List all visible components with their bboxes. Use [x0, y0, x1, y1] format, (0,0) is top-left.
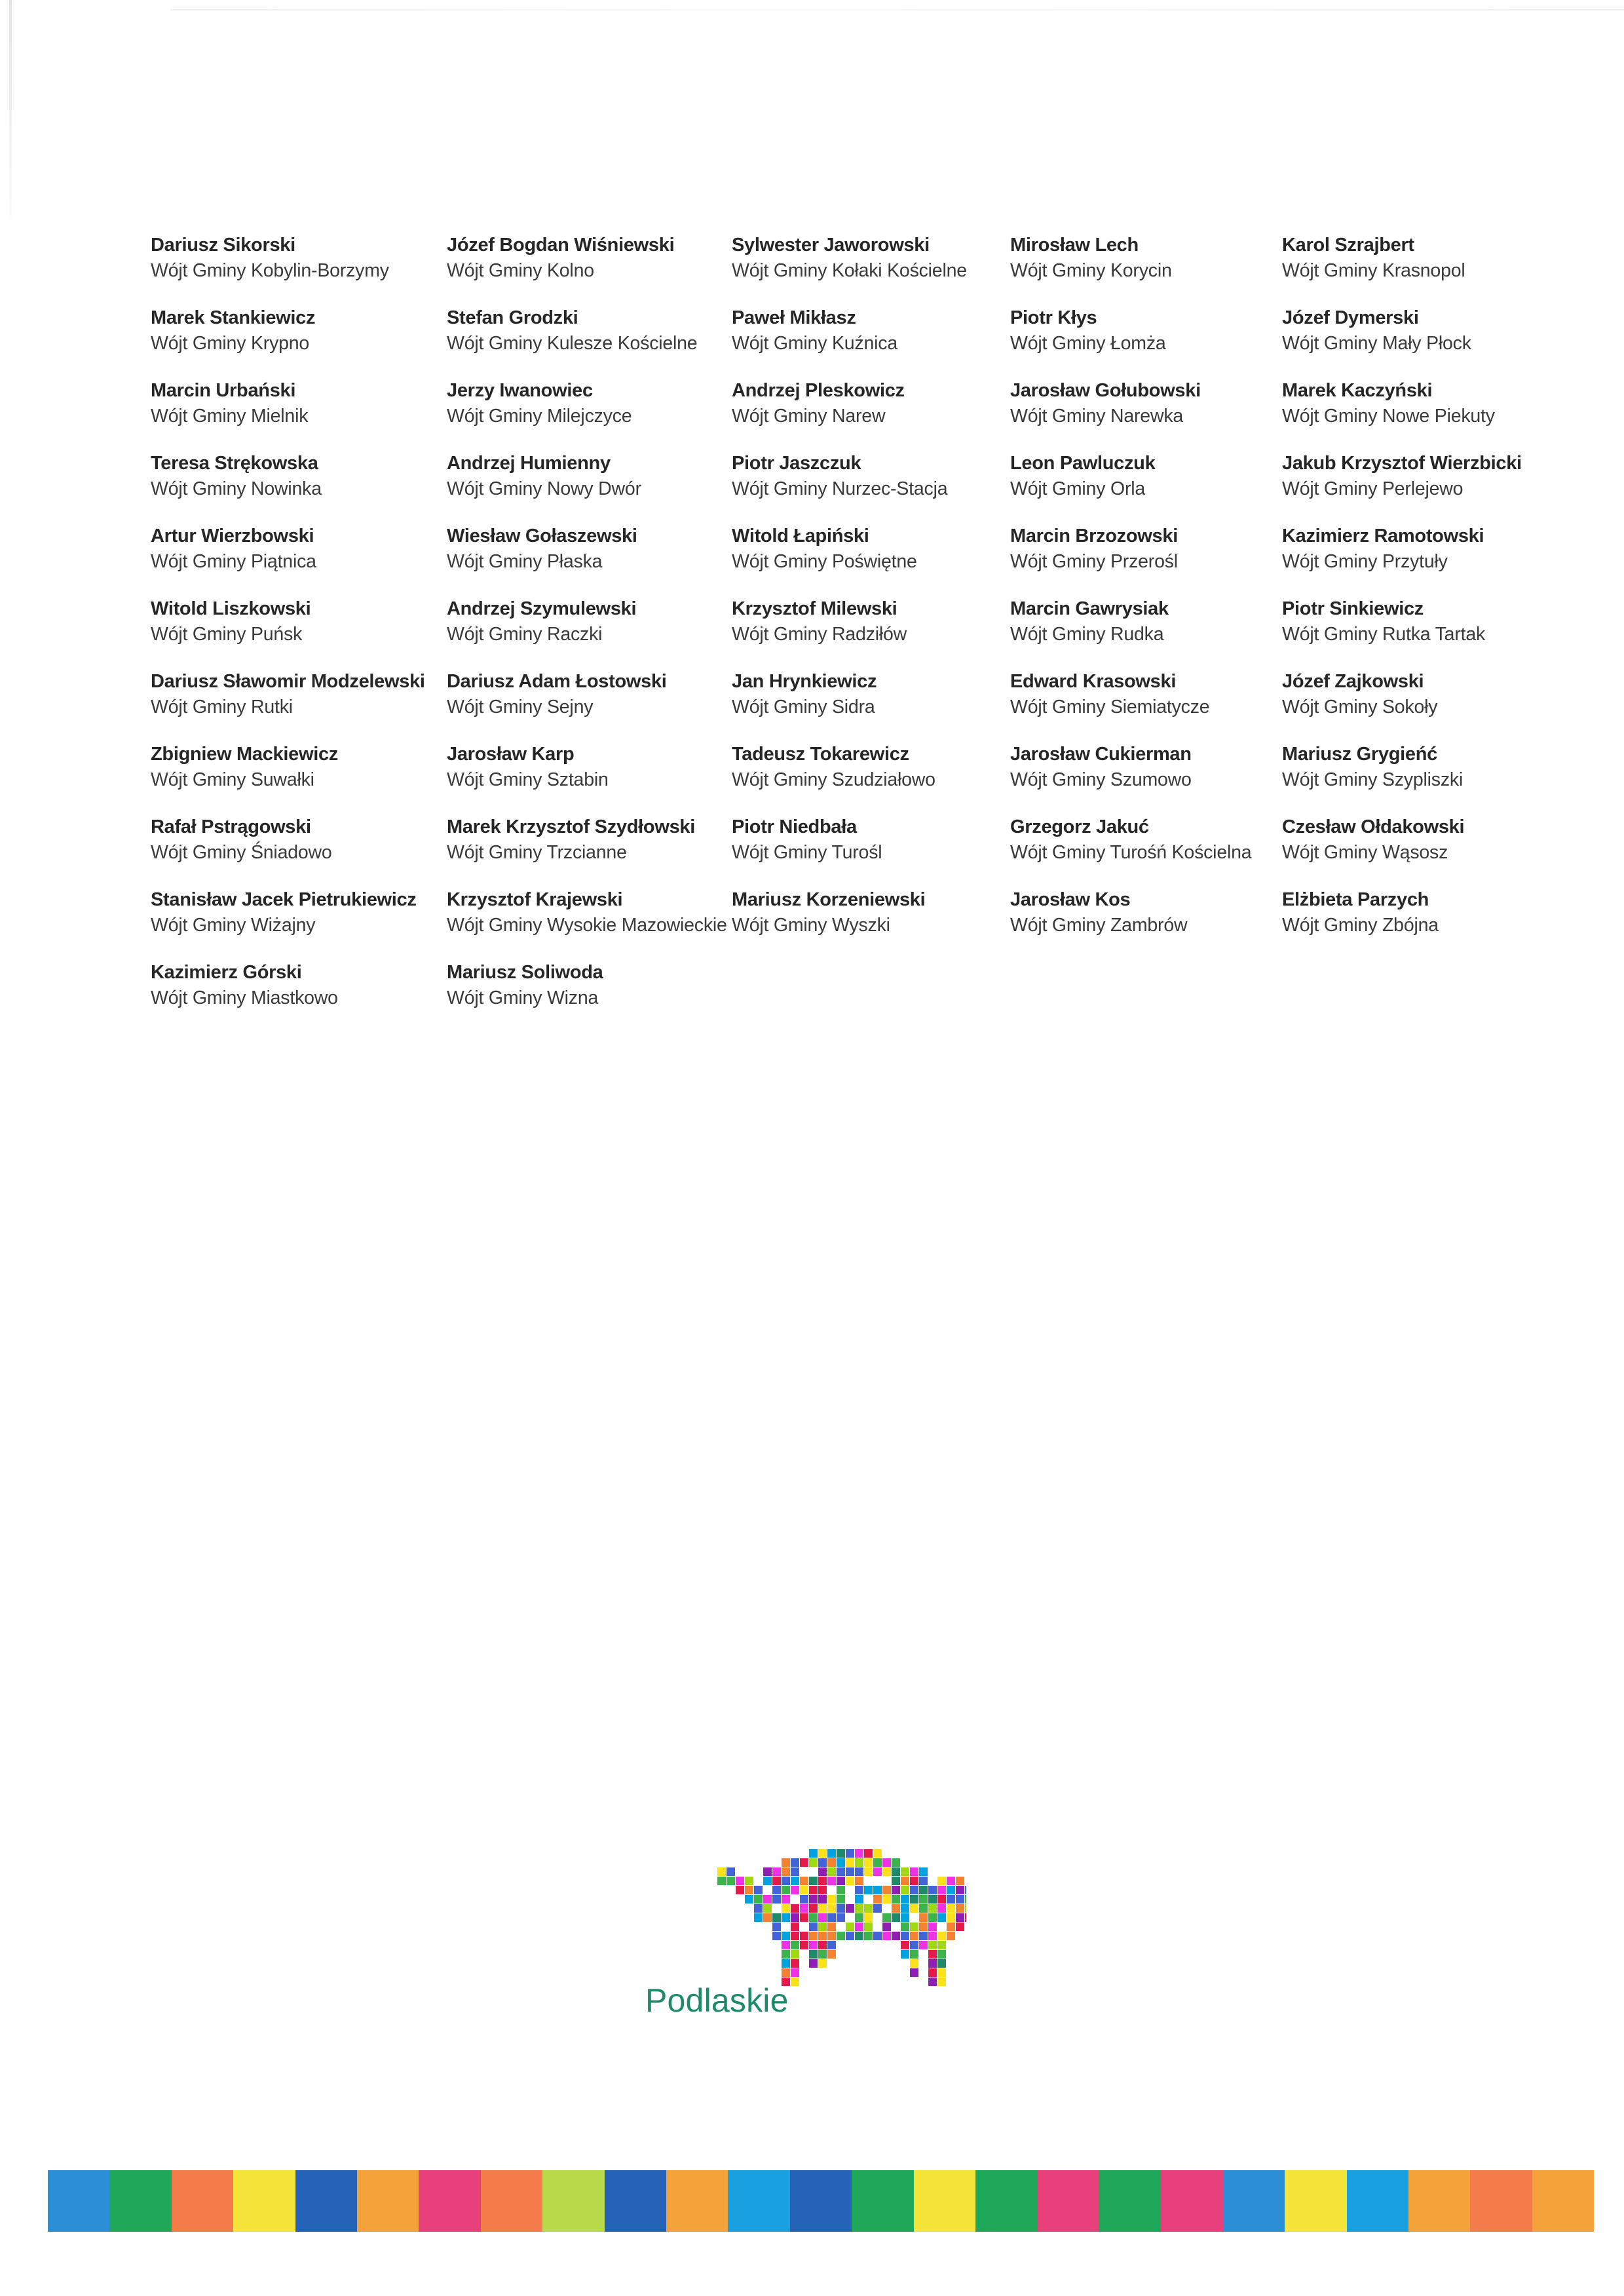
person-entry: [732, 596, 1010, 647]
person-entry: [151, 669, 447, 720]
person-entry: [1282, 887, 1546, 938]
person-entry: [447, 669, 732, 720]
person-role: Wójt Gminy Łomża: [1010, 333, 1166, 354]
person-role: Wójt Gminy Kolno: [447, 260, 594, 281]
person-entry: [732, 742, 1010, 793]
person-name: Józef Dymerski: [1282, 307, 1419, 328]
color-segment: [542, 2170, 604, 2232]
person-role: Wójt Gminy Nowy Dwór: [447, 478, 641, 499]
person-name: Dariusz Adam Łostowski: [447, 671, 667, 692]
person-role: Wójt Gminy Kobylin-Borzymy: [151, 260, 389, 281]
person-name: Edward Krasowski: [1010, 671, 1177, 692]
person-entry: [447, 960, 732, 1011]
color-segment: [1347, 2170, 1408, 2232]
color-segment: [48, 2170, 109, 2232]
person-entry: [447, 742, 732, 793]
person-name: Andrzej Pleskowicz: [732, 380, 905, 401]
person-entry: [447, 233, 732, 284]
person-entry: [447, 305, 732, 356]
person-entry: [1282, 378, 1546, 429]
person-entry: [1010, 451, 1282, 502]
person-role: Wójt Gminy Sejny: [447, 697, 594, 718]
person-name: Zbigniew Mackiewicz: [151, 744, 338, 765]
people-row: [151, 596, 1546, 647]
person-entry: [732, 451, 1010, 502]
person-entry: [1010, 669, 1282, 720]
person-entry: [1010, 233, 1282, 284]
color-segment: [1470, 2170, 1532, 2232]
person-entry: [151, 596, 447, 647]
person-entry: [447, 378, 732, 429]
person-role: Wójt Gminy Zbójna: [1282, 915, 1439, 936]
person-name: Stefan Grodzki: [447, 307, 578, 328]
person-entry: [1282, 524, 1546, 575]
color-segment: [975, 2170, 1037, 2232]
person-name: Witold Łapiński: [732, 526, 869, 546]
person-name: Jerzy Iwanowiec: [447, 380, 593, 401]
person-entry: [1282, 233, 1546, 284]
person-name: Jarosław Cukierman: [1010, 744, 1192, 765]
person-role: Wójt Gminy Wąsosz: [1282, 842, 1448, 863]
person-role: Wójt Gminy Suwałki: [151, 769, 314, 790]
color-strip: [48, 2170, 1594, 2232]
wojt-list: [151, 233, 1546, 1033]
person-entry: [732, 887, 1010, 938]
person-name: Wiesław Gołaszewski: [447, 526, 637, 546]
person-role: Wójt Gminy Sokoły: [1282, 697, 1438, 718]
person-role: Wójt Gminy Krypno: [151, 333, 310, 354]
person-entry: [1010, 887, 1282, 938]
person-role: Wójt Gminy Radziłów: [732, 624, 907, 645]
person-entry: [732, 669, 1010, 720]
person-role: Wójt Gminy Trzcianne: [447, 842, 627, 863]
person-name: Teresa Strękowska: [151, 453, 318, 474]
person-role: Wójt Gminy Rudka: [1010, 624, 1164, 645]
people-row: [151, 814, 1546, 866]
logo-text: Podlaskie: [645, 1982, 789, 2019]
person-role: Wójt Gminy Szudziałowo: [732, 769, 935, 790]
color-segment: [1223, 2170, 1285, 2232]
person-name: Leon Pawluczuk: [1010, 453, 1156, 474]
person-role: Wójt Gminy Kulesze Kościelne: [447, 333, 698, 354]
person-name: Witold Liszkowski: [151, 598, 311, 619]
person-entry: [447, 596, 732, 647]
person-entry: [447, 451, 732, 502]
person-role: Wójt Gminy Przerośl: [1010, 551, 1178, 572]
person-name: Jarosław Kos: [1010, 889, 1131, 910]
color-segment: [419, 2170, 480, 2232]
person-entry: [732, 524, 1010, 575]
person-role: Wójt Gminy Wysokie Mazowieckie: [447, 915, 727, 936]
person-role: Wójt Gminy Wyszki: [732, 915, 890, 936]
person-role: Wójt Gminy Puńsk: [151, 624, 303, 645]
person-entry: [1282, 669, 1546, 720]
person-entry: [151, 887, 447, 938]
color-segment: [1285, 2170, 1346, 2232]
color-segment: [357, 2170, 419, 2232]
person-name: Józef Zajkowski: [1282, 671, 1424, 692]
person-role: Wójt Gminy Nurzec-Stacja: [732, 478, 948, 499]
person-entry: [447, 814, 732, 866]
person-entry: [1282, 451, 1546, 502]
person-name: Tadeusz Tokarewicz: [732, 744, 909, 765]
person-name: Piotr Kłys: [1010, 307, 1097, 328]
person-role: Wójt Gminy Wizna: [447, 987, 599, 1008]
people-row: [151, 451, 1546, 502]
color-segment: [1038, 2170, 1099, 2232]
person-role: Wójt Gminy Wiżajny: [151, 915, 316, 936]
person-name: Andrzej Szymulewski: [447, 598, 637, 619]
color-segment: [1099, 2170, 1161, 2232]
person-role: Wójt Gminy Raczki: [447, 624, 603, 645]
person-role: Wójt Gminy Piątnica: [151, 551, 316, 572]
person-role: Wójt Gminy Miastkowo: [151, 987, 338, 1008]
color-segment: [481, 2170, 542, 2232]
person-name: Kazimierz Górski: [151, 962, 302, 983]
person-role: Wójt Gminy Nowe Piekuty: [1282, 406, 1495, 427]
person-name: Czesław Ołdakowski: [1282, 816, 1465, 837]
person-entry: [1010, 814, 1282, 866]
person-role: Wójt Gminy Śniadowo: [151, 842, 332, 863]
person-name: Marcin Brzozowski: [1010, 526, 1178, 546]
color-segment: [172, 2170, 233, 2232]
person-role: Wójt Gminy Mielnik: [151, 406, 309, 427]
person-name: Stanisław Jacek Pietrukiewicz: [151, 889, 417, 910]
people-row: [151, 233, 1546, 284]
people-row: [151, 742, 1546, 793]
color-segment: [728, 2170, 789, 2232]
people-row: [151, 887, 1546, 938]
color-segment: [914, 2170, 975, 2232]
person-role: Wójt Gminy Szumowo: [1010, 769, 1192, 790]
person-role: Wójt Gminy Sidra: [732, 697, 875, 718]
person-name: Andrzej Humienny: [447, 453, 611, 474]
person-name: Marcin Gawrysiak: [1010, 598, 1169, 619]
color-segment: [109, 2170, 171, 2232]
person-name: Artur Wierzbowski: [151, 526, 314, 546]
person-name: Jarosław Karp: [447, 744, 575, 765]
top-scan-line: [170, 9, 1624, 10]
person-entry: [732, 378, 1010, 429]
person-entry: [1282, 742, 1546, 793]
person-role: Wójt Gminy Płaska: [447, 551, 603, 572]
people-row: [151, 378, 1546, 429]
person-name: Mariusz Soliwoda: [447, 962, 603, 983]
person-name: Sylwester Jaworowski: [732, 235, 930, 256]
person-role: Wójt Gminy Rutka Tartak: [1282, 624, 1486, 645]
person-name: Marcin Urbański: [151, 380, 296, 401]
left-scan-mark: [9, 0, 12, 216]
person-role: Wójt Gminy Zambrów: [1010, 915, 1188, 936]
person-entry: [151, 451, 447, 502]
person-name: Mariusz Korzeniewski: [732, 889, 926, 910]
person-role: Wójt Gminy Krasnopol: [1282, 260, 1465, 281]
people-row: [151, 669, 1546, 720]
person-role: Wójt Gminy Perlejewo: [1282, 478, 1463, 499]
person-entry: [151, 305, 447, 356]
person-name: Grzegorz Jakuć: [1010, 816, 1149, 837]
person-entry: [151, 742, 447, 793]
person-role: Wójt Gminy Mały Płock: [1282, 333, 1471, 354]
person-entry: [732, 814, 1010, 866]
person-role: Wójt Gminy Turośń Kościelna: [1010, 842, 1252, 863]
color-segment: [605, 2170, 666, 2232]
person-entry: [1010, 742, 1282, 793]
person-name: Elżbieta Parzych: [1282, 889, 1429, 910]
person-name: Dariusz Sławomir Modzelewski: [151, 671, 425, 692]
person-role: Wójt Gminy Przytuły: [1282, 551, 1448, 572]
person-name: Mirosław Lech: [1010, 235, 1139, 256]
color-segment: [1532, 2170, 1594, 2232]
color-segment: [852, 2170, 913, 2232]
person-role: Wójt Gminy Milejczyce: [447, 406, 632, 427]
person-entry: [1010, 378, 1282, 429]
person-role: Wójt Gminy Rutki: [151, 697, 293, 718]
person-role: Wójt Gminy Korycin: [1010, 260, 1172, 281]
people-row: [151, 524, 1546, 575]
person-name: Jarosław Gołubowski: [1010, 380, 1201, 401]
person-name: Piotr Sinkiewicz: [1282, 598, 1424, 619]
person-name: Marek Kaczyński: [1282, 380, 1433, 401]
person-role: Wójt Gminy Narewka: [1010, 406, 1184, 427]
person-name: Paweł Mikłasz: [732, 307, 856, 328]
person-entry: [1010, 524, 1282, 575]
person-role: Wójt Gminy Sztabin: [447, 769, 609, 790]
person-role: Wójt Gminy Orla: [1010, 478, 1146, 499]
person-role: Wójt Gminy Nowinka: [151, 478, 322, 499]
person-role: Wójt Gminy Szypliszki: [1282, 769, 1463, 790]
person-name: Marek Krzysztof Szydłowski: [447, 816, 695, 837]
podlaskie-logo: [639, 1849, 966, 2033]
person-entry: [732, 305, 1010, 356]
color-segment: [295, 2170, 357, 2232]
person-entry: [151, 524, 447, 575]
person-entry: [732, 233, 1010, 284]
person-name: Krzysztof Krajewski: [447, 889, 623, 910]
person-name: Piotr Niedbała: [732, 816, 857, 837]
color-segment: [1408, 2170, 1470, 2232]
person-entry: [151, 960, 447, 1011]
person-role: Wójt Gminy Poświętne: [732, 551, 917, 572]
person-role: Wójt Gminy Narew: [732, 406, 886, 427]
people-row: [151, 305, 1546, 356]
person-entry: [447, 524, 732, 575]
person-entry: [151, 378, 447, 429]
color-segment: [790, 2170, 852, 2232]
person-role: Wójt Gminy Kuźnica: [732, 333, 897, 354]
person-name: Karol Szrajbert: [1282, 235, 1414, 256]
person-entry: [1010, 305, 1282, 356]
person-role: Wójt Gminy Siemiatycze: [1010, 697, 1210, 718]
person-name: Józef Bogdan Wiśniewski: [447, 235, 675, 256]
color-segment: [1161, 2170, 1222, 2232]
person-name: Rafał Pstrągowski: [151, 816, 311, 837]
person-entry: [151, 814, 447, 866]
person-entry: [1282, 814, 1546, 866]
person-name: Jakub Krzysztof Wierzbicki: [1282, 453, 1522, 474]
person-name: Piotr Jaszczuk: [732, 453, 861, 474]
person-name: Dariusz Sikorski: [151, 235, 295, 256]
person-name: Kazimierz Ramotowski: [1282, 526, 1484, 546]
color-segment: [233, 2170, 295, 2232]
person-entry: [1010, 596, 1282, 647]
person-entry: [447, 887, 732, 938]
people-row: [151, 960, 1546, 1011]
person-name: Marek Stankiewicz: [151, 307, 316, 328]
person-name: Jan Hrynkiewicz: [732, 671, 877, 692]
person-name: Mariusz Grygieńć: [1282, 744, 1437, 765]
person-role: Wójt Gminy Kołaki Kościelne: [732, 260, 967, 281]
color-segment: [666, 2170, 728, 2232]
person-role: Wójt Gminy Turośl: [732, 842, 882, 863]
person-name: Krzysztof Milewski: [732, 598, 897, 619]
person-entry: [1282, 305, 1546, 356]
person-entry: [151, 233, 447, 284]
person-entry: [1282, 596, 1546, 647]
